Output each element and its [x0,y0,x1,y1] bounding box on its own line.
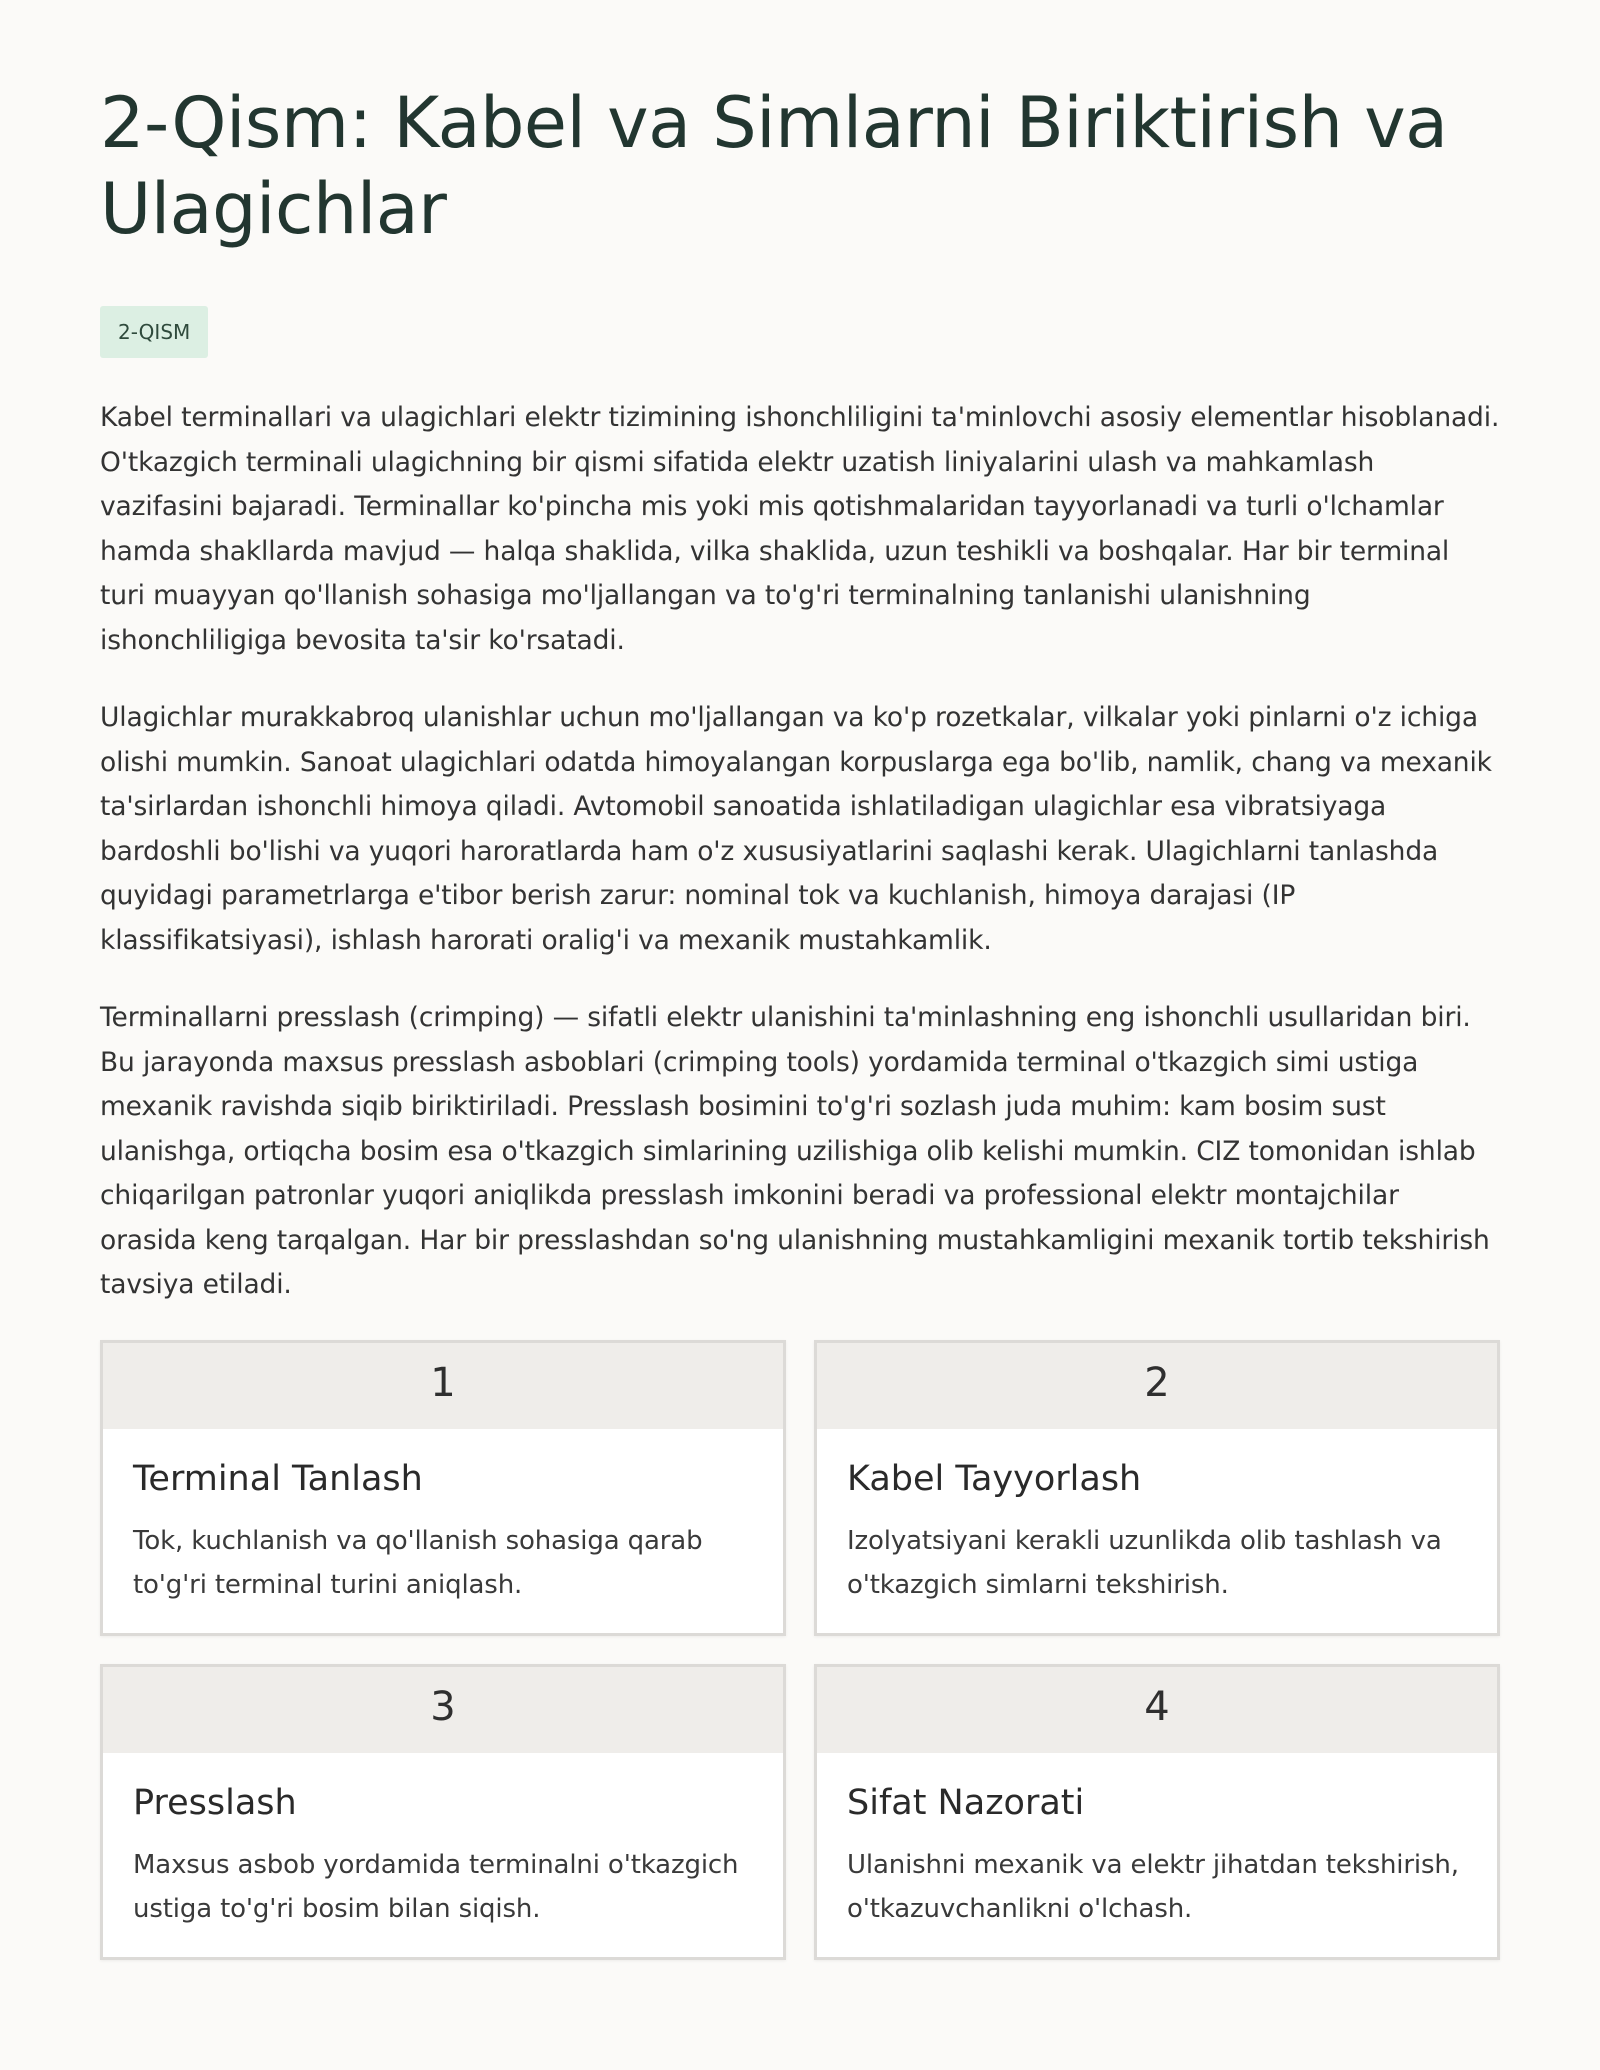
step-number: 2 [817,1343,1497,1429]
step-description: Tok, kuchlanish va qo'llanish sohasiga qarab to'g'ri terminal turini aniqlash. [133,1526,703,1600]
paragraph: Terminallarni presslash (crimping) — sifatli elektr ulanishini ta'minlashning eng ishonchli usullaridan biri. Bu jarayonda maxsus presslash asboblari (crimping tools) yordamida terminal o'tkazgich simi ustiga mexanik ravishda siqib biriktiriladi. Presslash bosimini to'g'ri sozlash juda muhim: kam bosim sust ulanishga, ortiqcha bosim esa o'tkazgich simlarining uzilishiga olib kelishi mumkin. CIZ tomonidan ishlab chiqarilgan patronlar yuqori aniqlikda presslash imkonini beradi va professional elektr montajchilar orasida keng tarqalgan. Har bir presslashdan so'ng ulanishning mustahkamligini mexanik tortib tekshirish tavsiya etiladi. [100,1002,1490,1300]
step-title: Kabel Tayyorlash [847,1459,1142,1499]
step-description: Maxsus asbob yordamida terminalni o'tkazgich ustiga to'g'ri bosim bilan siqish. [133,1850,739,1924]
page-title: 2-Qism: Kabel va Simlarni Biriktirish va Ulagichlar [100,82,1448,250]
steps-grid [100,1340,1500,1960]
step-card [100,1664,786,1960]
paragraph: Ulagichlar murakkabroq ulanishlar uchun mo'ljallangan va ko'p rozetkalar, vilkalar yoki pinlarni o'z ichiga olishi mumkin. Sanoat ulagichlari odatda himoyalangan korpuslarga ega bo'lib, namlik, chang va mexanik ta'sirlardan ishonchli himoya qiladi. Avtomobil sanoatida ishlatiladigan ulagichlar esa vibratsiyaga bardoshli bo'lishi va yuqori haroratlarda ham o'z xususiyatlarini saqlashi kerak. Ulagichlarni tanlashda quyidagi parametrlarga e'tibor berish zarur: nominal tok va kuchlanish, himoya darajasi (IP klassifikatsiyasi), ishlash harorati oralig'i va mexanik mustahkamlik. [100,702,1492,956]
step-card [814,1664,1500,1960]
step-title: Sifat Nazorati [847,1783,1085,1823]
step-number: 3 [103,1667,783,1753]
step-number: 4 [817,1667,1497,1753]
step-number: 1 [103,1343,783,1429]
step-card [814,1340,1500,1636]
body-text [100,396,1500,1308]
step-description: Ulanishni mexanik va elektr jihatdan tekshirish, o'tkazuvchanlikni o'lchash. [847,1850,1459,1924]
document-page [100,80,1500,1924]
step-title: Terminal Tanlash [133,1459,423,1499]
section-badge: 2-QISM [100,306,208,358]
step-card [100,1340,786,1636]
paragraph: Kabel terminallari va ulagichlari elektr tizimining ishonchliligini ta'minlovchi asosiy elementlar hisoblanadi. O'tkazgich terminali ulagichning bir qismi sifatida elektr uzatish liniyalarini ulash va mahkamlash vazifasini bajaradi. Terminallar ko'pincha mis yoki mis qotishmalaridan tayyorlanadi va turli o'lchamlar hamda shakllarda mavjud — halqa shaklida, vilka shaklida, uzun teshikli va boshqalar. Har bir terminal turi muayyan qo'llanish sohasiga mo'ljallangan va to'g'ri terminalning tanlanishi ulanishning ishonchliligiga bevosita ta'sir ko'rsatadi. [100,402,1500,656]
step-title: Presslash [133,1783,297,1823]
step-description: Izolyatsiyani kerakli uzunlikda olib tashlash va o'tkazgich simlarni tekshirish. [847,1526,1442,1600]
